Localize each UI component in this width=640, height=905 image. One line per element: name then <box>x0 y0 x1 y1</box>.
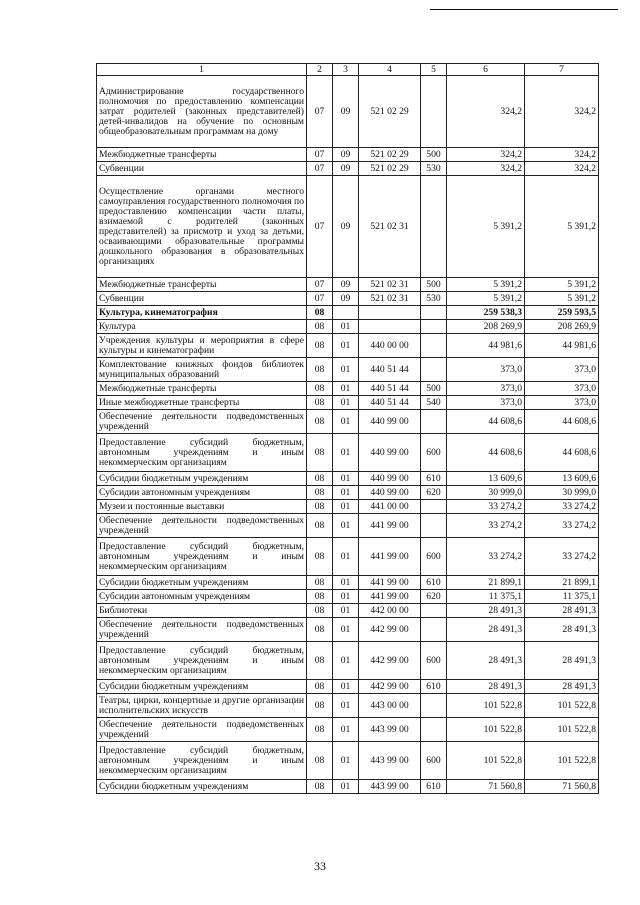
table-row <box>97 604 599 618</box>
expense-type-cell <box>421 694 447 718</box>
section-code-cell: 08 <box>307 780 333 794</box>
expense-type-cell <box>421 514 447 538</box>
table-row <box>97 396 599 410</box>
amount-col6-cell: 30 999,0 <box>447 486 525 500</box>
top-rule <box>430 9 618 10</box>
expense-type-cell: 530 <box>421 162 447 176</box>
section-code-cell: 08 <box>307 358 333 382</box>
expense-type-cell <box>421 500 447 514</box>
amount-col6-cell: 324,2 <box>447 76 525 148</box>
expense-type-cell <box>421 306 447 320</box>
target-article-cell: 443 00 00 <box>359 694 421 718</box>
page-number: 33 <box>314 859 326 873</box>
table-row <box>97 590 599 604</box>
amount-col7-cell: 28 491,3 <box>525 680 599 694</box>
amount-col6-cell: 28 491,3 <box>447 604 525 618</box>
expense-type-cell <box>421 410 447 434</box>
expense-type-cell: 600 <box>421 538 447 576</box>
amount-col6-cell: 259 538,3 <box>447 306 525 320</box>
expense-type-cell <box>421 334 447 358</box>
target-article-cell: 441 99 00 <box>359 590 421 604</box>
section-code-cell: 08 <box>307 538 333 576</box>
target-article-cell: 440 00 00 <box>359 334 421 358</box>
amount-col6-cell: 101 522,8 <box>447 742 525 780</box>
amount-col7-cell: 259 593,5 <box>525 306 599 320</box>
amount-col7-cell: 11 375,1 <box>525 590 599 604</box>
amount-col7-cell: 33 274,2 <box>525 514 599 538</box>
table-row <box>97 486 599 500</box>
subsection-code-cell: 01 <box>333 472 359 486</box>
amount-col6-cell: 28 491,3 <box>447 618 525 642</box>
subsection-code-cell: 01 <box>333 396 359 410</box>
table-row <box>97 780 599 794</box>
table-row <box>97 618 599 642</box>
section-code-cell: 08 <box>307 680 333 694</box>
subsection-code-cell: 01 <box>333 694 359 718</box>
row-name-cell: Субсидии автономным учреждениям <box>97 486 307 500</box>
section-code-cell: 08 <box>307 718 333 742</box>
amount-col6-cell: 13 609,6 <box>447 472 525 486</box>
expense-type-cell: 610 <box>421 680 447 694</box>
section-code-cell: 08 <box>307 396 333 410</box>
row-name-cell: Субсидии бюджетным учреждениям <box>97 472 307 486</box>
target-article-cell: 440 51 44 <box>359 358 421 382</box>
target-article-cell: 443 99 00 <box>359 780 421 794</box>
amount-col7-cell: 373,0 <box>525 382 599 396</box>
amount-col7-cell: 324,2 <box>525 76 599 148</box>
table-row <box>97 680 599 694</box>
target-article-cell: 440 51 44 <box>359 382 421 396</box>
subsection-code-cell: 01 <box>333 434 359 472</box>
table-row <box>97 410 599 434</box>
expense-type-cell: 620 <box>421 590 447 604</box>
amount-col7-cell: 28 491,3 <box>525 604 599 618</box>
amount-col7-cell: 28 491,3 <box>525 618 599 642</box>
expense-type-cell: 620 <box>421 486 447 500</box>
expense-type-cell: 610 <box>421 472 447 486</box>
table-row <box>97 382 599 396</box>
subsection-code-cell: 01 <box>333 680 359 694</box>
target-article-cell: 440 99 00 <box>359 472 421 486</box>
amount-col7-cell: 5 391,2 <box>525 292 599 306</box>
table-row <box>97 538 599 576</box>
expense-type-cell <box>421 358 447 382</box>
amount-col6-cell: 71 560,8 <box>447 780 525 794</box>
amount-col7-cell: 101 522,8 <box>525 718 599 742</box>
row-name-cell: Межбюджетные трансферты <box>97 278 307 292</box>
row-name-cell: Субсидии бюджетным учреждениям <box>97 680 307 694</box>
table-row <box>97 176 599 278</box>
subsection-code-cell: 01 <box>333 576 359 590</box>
amount-col7-cell: 324,2 <box>525 148 599 162</box>
target-article-cell: 441 99 00 <box>359 538 421 576</box>
target-article-cell: 442 99 00 <box>359 680 421 694</box>
amount-col6-cell: 208 269,9 <box>447 320 525 334</box>
table-row <box>97 642 599 680</box>
subsection-code-cell: 01 <box>333 618 359 642</box>
amount-col7-cell: 324,2 <box>525 162 599 176</box>
subsection-code-cell <box>333 306 359 320</box>
subsection-code-cell: 01 <box>333 358 359 382</box>
table-row <box>97 292 599 306</box>
section-code-cell: 08 <box>307 306 333 320</box>
amount-col6-cell: 44 608,6 <box>447 410 525 434</box>
row-name-cell: Субвенции <box>97 292 307 306</box>
row-name-cell: Осуществление органами местного самоуправления государственного полномочия по предоставлению компенсации части платы, взимаемой с родителей (законных представителей) за присмотр и уход за детьми, осваивающими образовательные программы дошкольного образования в образовательных организациях <box>97 176 307 278</box>
expense-type-cell <box>421 604 447 618</box>
amount-col6-cell: 324,2 <box>447 148 525 162</box>
amount-col7-cell: 101 522,8 <box>525 694 599 718</box>
target-article-cell: 521 02 31 <box>359 278 421 292</box>
subsection-code-cell: 01 <box>333 334 359 358</box>
row-name-cell: Субсидии автономным учреждениям <box>97 590 307 604</box>
target-article-cell <box>359 320 421 334</box>
column-header: 5 <box>421 64 447 76</box>
section-code-cell: 08 <box>307 642 333 680</box>
table-row <box>97 306 599 320</box>
row-name-cell: Администрирование государственного полномочия по предоставлению компенсации затрат родителей (законных представителей) детей-инвалидов на обучение по основным общеобразовательным программам на дому <box>97 76 307 148</box>
amount-col7-cell: 5 391,2 <box>525 278 599 292</box>
table-row <box>97 76 599 148</box>
subsection-code-cell: 09 <box>333 76 359 148</box>
section-code-cell: 08 <box>307 472 333 486</box>
section-code-cell: 07 <box>307 148 333 162</box>
subsection-code-cell: 09 <box>333 292 359 306</box>
target-article-cell: 441 99 00 <box>359 514 421 538</box>
expense-type-cell <box>421 176 447 278</box>
subsection-code-cell: 01 <box>333 320 359 334</box>
target-article-cell: 521 02 31 <box>359 176 421 278</box>
row-name-cell: Межбюджетные трансферты <box>97 148 307 162</box>
section-code-cell: 08 <box>307 382 333 396</box>
amount-col6-cell: 324,2 <box>447 162 525 176</box>
table-row <box>97 278 599 292</box>
section-code-cell: 08 <box>307 434 333 472</box>
table-row <box>97 742 599 780</box>
amount-col6-cell: 5 391,2 <box>447 278 525 292</box>
expense-type-cell <box>421 618 447 642</box>
column-header: 6 <box>447 64 525 76</box>
table-header-row <box>97 64 599 76</box>
amount-col6-cell: 373,0 <box>447 396 525 410</box>
subsection-code-cell: 01 <box>333 514 359 538</box>
row-name-cell: Обеспечение деятельности подведомственных учреждений <box>97 618 307 642</box>
amount-col7-cell: 44 608,6 <box>525 434 599 472</box>
amount-col7-cell: 21 899,1 <box>525 576 599 590</box>
section-code-cell: 08 <box>307 742 333 780</box>
target-article-cell: 521 02 29 <box>359 162 421 176</box>
section-code-cell: 08 <box>307 604 333 618</box>
target-article-cell: 443 99 00 <box>359 718 421 742</box>
section-code-cell: 08 <box>307 618 333 642</box>
amount-col7-cell: 28 491,3 <box>525 642 599 680</box>
expense-type-cell: 500 <box>421 148 447 162</box>
amount-col6-cell: 28 491,3 <box>447 680 525 694</box>
row-name-cell: Обеспечение деятельности подведомственных учреждений <box>97 410 307 434</box>
expense-type-cell: 600 <box>421 434 447 472</box>
subsection-code-cell: 09 <box>333 162 359 176</box>
section-code-cell: 07 <box>307 162 333 176</box>
amount-col7-cell: 71 560,8 <box>525 780 599 794</box>
target-article-cell: 440 51 44 <box>359 396 421 410</box>
section-code-cell: 08 <box>307 694 333 718</box>
table-row <box>97 576 599 590</box>
amount-col7-cell: 44 981,6 <box>525 334 599 358</box>
table-row <box>97 162 599 176</box>
expense-type-cell <box>421 76 447 148</box>
subsection-code-cell: 01 <box>333 486 359 500</box>
subsection-code-cell: 09 <box>333 176 359 278</box>
row-name-cell: Предоставление субсидий бюджетным, автономным учреждениям и иным некоммерческим организациям <box>97 742 307 780</box>
table-row <box>97 472 599 486</box>
section-code-cell: 08 <box>307 334 333 358</box>
expense-type-cell: 540 <box>421 396 447 410</box>
subsection-code-cell: 01 <box>333 718 359 742</box>
row-name-cell: Библиотеки <box>97 604 307 618</box>
section-code-cell: 07 <box>307 176 333 278</box>
column-header: 2 <box>307 64 333 76</box>
expense-type-cell <box>421 718 447 742</box>
subsection-code-cell: 01 <box>333 604 359 618</box>
subsection-code-cell: 01 <box>333 500 359 514</box>
subsection-code-cell: 01 <box>333 642 359 680</box>
column-header: 7 <box>525 64 599 76</box>
subsection-code-cell: 01 <box>333 590 359 604</box>
expense-type-cell: 610 <box>421 780 447 794</box>
section-code-cell: 08 <box>307 514 333 538</box>
column-header: 3 <box>333 64 359 76</box>
table-row <box>97 334 599 358</box>
expense-type-cell: 600 <box>421 642 447 680</box>
expense-type-cell: 500 <box>421 278 447 292</box>
column-header: 4 <box>359 64 421 76</box>
column-header: 1 <box>97 64 307 76</box>
row-name-cell: Обеспечение деятельности подведомственных учреждений <box>97 718 307 742</box>
amount-col6-cell: 11 375,1 <box>447 590 525 604</box>
target-article-cell: 521 02 29 <box>359 76 421 148</box>
subsection-code-cell: 01 <box>333 742 359 780</box>
amount-col7-cell: 13 609,6 <box>525 472 599 486</box>
amount-col6-cell: 33 274,2 <box>447 538 525 576</box>
target-article-cell: 440 99 00 <box>359 410 421 434</box>
target-article-cell: 442 99 00 <box>359 618 421 642</box>
row-name-cell: Музеи и постоянные выставки <box>97 500 307 514</box>
amount-col6-cell: 373,0 <box>447 358 525 382</box>
table-row <box>97 500 599 514</box>
amount-col6-cell: 33 274,2 <box>447 500 525 514</box>
expense-type-cell: 600 <box>421 742 447 780</box>
amount-col7-cell: 30 999,0 <box>525 486 599 500</box>
row-name-cell: Предоставление субсидий бюджетным, автономным учреждениям и иным некоммерческим организациям <box>97 642 307 680</box>
table-row <box>97 148 599 162</box>
subsection-code-cell: 01 <box>333 780 359 794</box>
row-name-cell: Межбюджетные трансферты <box>97 382 307 396</box>
expense-type-cell: 610 <box>421 576 447 590</box>
row-name-cell: Культура, кинематография <box>97 306 307 320</box>
amount-col7-cell: 5 391,2 <box>525 176 599 278</box>
row-name-cell: Субсидии бюджетным учреждениям <box>97 780 307 794</box>
table-body <box>97 76 599 794</box>
amount-col6-cell: 44 608,6 <box>447 434 525 472</box>
amount-col7-cell: 208 269,9 <box>525 320 599 334</box>
amount-col7-cell: 101 522,8 <box>525 742 599 780</box>
amount-col6-cell: 28 491,3 <box>447 642 525 680</box>
amount-col6-cell: 44 981,6 <box>447 334 525 358</box>
table-row <box>97 320 599 334</box>
expense-type-cell: 500 <box>421 382 447 396</box>
target-article-cell: 521 02 29 <box>359 148 421 162</box>
amount-col6-cell: 5 391,2 <box>447 176 525 278</box>
amount-col7-cell: 33 274,2 <box>525 538 599 576</box>
section-code-cell: 08 <box>307 486 333 500</box>
table-row <box>97 514 599 538</box>
row-name-cell: Предоставление субсидий бюджетным, автономным учреждениям и иным некоммерческим организациям <box>97 434 307 472</box>
table-row <box>97 694 599 718</box>
row-name-cell: Обеспечение деятельности подведомственных учреждений <box>97 514 307 538</box>
subsection-code-cell: 09 <box>333 278 359 292</box>
section-code-cell: 08 <box>307 410 333 434</box>
section-code-cell: 08 <box>307 500 333 514</box>
row-name-cell: Иные межбюджетные трансферты <box>97 396 307 410</box>
section-code-cell: 08 <box>307 590 333 604</box>
subsection-code-cell: 09 <box>333 148 359 162</box>
row-name-cell: Учреждения культуры и мероприятия в сфере культуры и кинематографии <box>97 334 307 358</box>
amount-col7-cell: 44 608,6 <box>525 410 599 434</box>
target-article-cell <box>359 306 421 320</box>
row-name-cell: Культура <box>97 320 307 334</box>
table-row <box>97 434 599 472</box>
target-article-cell: 442 99 00 <box>359 642 421 680</box>
amount-col6-cell: 101 522,8 <box>447 718 525 742</box>
row-name-cell: Предоставление субсидий бюджетным, автономным учреждениям и иным некоммерческим организациям <box>97 538 307 576</box>
row-name-cell: Субвенции <box>97 162 307 176</box>
target-article-cell: 441 00 00 <box>359 500 421 514</box>
section-code-cell: 07 <box>307 76 333 148</box>
target-article-cell: 440 99 00 <box>359 486 421 500</box>
amount-col6-cell: 101 522,8 <box>447 694 525 718</box>
budget-table <box>96 63 599 794</box>
amount-col6-cell: 5 391,2 <box>447 292 525 306</box>
section-code-cell: 08 <box>307 320 333 334</box>
section-code-cell: 07 <box>307 292 333 306</box>
row-name-cell: Субсидии бюджетным учреждениям <box>97 576 307 590</box>
row-name-cell: Театры, цирки, концертные и другие организации исполнительских искусств <box>97 694 307 718</box>
target-article-cell: 441 99 00 <box>359 576 421 590</box>
amount-col7-cell: 373,0 <box>525 396 599 410</box>
row-name-cell: Комплектование книжных фондов библиотек муниципальных образований <box>97 358 307 382</box>
subsection-code-cell: 01 <box>333 382 359 396</box>
expense-type-cell: 530 <box>421 292 447 306</box>
table-row <box>97 358 599 382</box>
amount-col6-cell: 21 899,1 <box>447 576 525 590</box>
amount-col6-cell: 373,0 <box>447 382 525 396</box>
target-article-cell: 521 02 31 <box>359 292 421 306</box>
section-code-cell: 07 <box>307 278 333 292</box>
subsection-code-cell: 01 <box>333 410 359 434</box>
subsection-code-cell: 01 <box>333 538 359 576</box>
target-article-cell: 440 99 00 <box>359 434 421 472</box>
target-article-cell: 443 99 00 <box>359 742 421 780</box>
section-code-cell: 08 <box>307 576 333 590</box>
amount-col7-cell: 33 274,2 <box>525 500 599 514</box>
expense-type-cell <box>421 320 447 334</box>
amount-col7-cell: 373,0 <box>525 358 599 382</box>
amount-col6-cell: 33 274,2 <box>447 514 525 538</box>
target-article-cell: 442 00 00 <box>359 604 421 618</box>
table-row <box>97 718 599 742</box>
